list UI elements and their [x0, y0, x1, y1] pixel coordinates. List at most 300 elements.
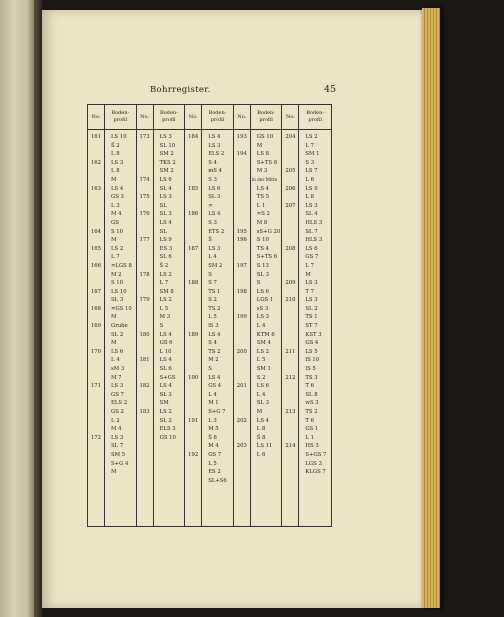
bore-number [185, 477, 201, 486]
bore-number: 170 [90, 348, 102, 355]
soil-profile-entry: SL 8 [305, 391, 318, 398]
bore-number [234, 159, 250, 168]
soil-profile-entry: ES 3 [159, 245, 173, 252]
bore-number [88, 279, 104, 288]
soil-profile-entry: L 8 [305, 194, 314, 201]
soil-profile-entry: LS 6 [305, 245, 318, 252]
bore-number: 214 [285, 443, 296, 450]
bore-number [185, 460, 201, 469]
bore-number-list [234, 130, 250, 526]
soil-profile-entry: GS 6 [159, 340, 173, 347]
bore-number [234, 434, 250, 443]
soil-profile-entry: L 4 [208, 254, 217, 261]
bore-number [137, 279, 153, 288]
bore-number [137, 150, 153, 159]
bore-number [137, 348, 153, 357]
bore-number [282, 391, 298, 400]
bohrregister-table [87, 104, 332, 527]
soil-profile-entry: LS 4 [208, 211, 221, 218]
soil-profile-entry: SL 2 [159, 417, 172, 424]
soil-profile-entry: S 3 [208, 219, 217, 226]
bore-number [137, 374, 153, 383]
bore-number [88, 253, 104, 262]
soil-profile-entry: L 4 [256, 323, 266, 330]
soil-profile-entry: LGS 1 [256, 297, 274, 304]
soil-profile-entry: GS 7 [111, 391, 124, 398]
soil-profile-entry: LS 3 [208, 142, 221, 149]
soil-profile-entry: L 3 [111, 202, 120, 209]
soil-profile-entry: LS 2 [159, 409, 172, 415]
soil-profile-entry: SM 4 [256, 340, 271, 347]
bore-number [137, 288, 153, 297]
bore-number [282, 219, 298, 228]
bore-number [88, 210, 104, 219]
soil-profile-entry: L 8 [111, 168, 120, 175]
soil-profile-entry: S̈ 8 [256, 434, 266, 441]
soil-profile-entry: M 4 [111, 211, 122, 218]
bore-number [185, 339, 201, 348]
bore-number [185, 313, 201, 322]
soil-profile-entry: SM 5 [111, 451, 126, 458]
soil-profile-entry: S+GS [159, 374, 176, 381]
bore-number [282, 305, 298, 314]
bore-number [185, 271, 201, 280]
soil-profile-entry: lS 3 [208, 323, 219, 330]
bore-number [282, 288, 298, 297]
header-bodenprofil: Boden- profil [111, 110, 130, 123]
bore-number [137, 339, 153, 348]
bore-number: 204 [285, 134, 296, 140]
soil-profile-entry: S 4 [208, 159, 217, 166]
bore-number: 200 [236, 348, 247, 355]
bore-number [234, 219, 250, 228]
bore-number [185, 288, 201, 297]
soil-profile-entry: M 2 [111, 271, 122, 278]
bore-number [185, 159, 201, 168]
soil-profile-entry: LS 4 [111, 185, 124, 192]
bore-number [234, 451, 250, 460]
bore-number [185, 150, 201, 159]
soil-profile-entry: LS 2 [159, 297, 172, 304]
bore-number [234, 365, 250, 374]
soil-profile-entry: L 2 [111, 417, 120, 424]
soil-profile-entry: ELS 3 [159, 426, 176, 433]
bore-number: 209 [285, 280, 296, 287]
bore-number: 166 [90, 262, 102, 269]
soil-profile-entry: L 5 [159, 305, 169, 312]
bore-number [88, 150, 104, 159]
soil-profile-entry: S 10 [111, 228, 124, 235]
bore-number: 197 [236, 262, 247, 269]
header-bodenprofil: Boden- profil [257, 110, 275, 123]
soil-profile-entry: LS 10 [111, 288, 127, 295]
bore-number [137, 228, 153, 237]
soil-profile-entry: L 7 [305, 262, 314, 269]
bore-number [282, 271, 298, 280]
bore-number [185, 468, 201, 477]
bore-number [282, 331, 298, 340]
header-no: No. [185, 105, 202, 129]
header-no: No. [234, 105, 251, 129]
bore-number: 207 [285, 202, 296, 209]
soil-profile-entry: GS 4 [305, 340, 319, 347]
soil-profile-entry: LS 2 [111, 245, 124, 252]
bore-number [282, 425, 298, 434]
bore-number [88, 408, 104, 417]
soil-profile-entry: SL 3 [256, 271, 269, 278]
bore-number [185, 322, 201, 331]
register-column [137, 105, 186, 526]
soil-profile-entry: GS 7 [305, 254, 319, 261]
bore-number: 196 [236, 237, 247, 244]
bore-number: 212 [285, 374, 296, 381]
soil-profile-entry: S+GS 7 [305, 451, 327, 458]
bore-number [137, 202, 153, 211]
soil-profile-entry: L 4 [208, 391, 217, 398]
bore-number: 172 [90, 434, 102, 441]
soil-profile-entry: M 3 [159, 314, 171, 321]
bore-number: 205 [285, 168, 296, 175]
soil-profile-entry: SL 6 [159, 254, 172, 261]
bore-number [185, 202, 201, 211]
soil-profile-entry: SL 7 [305, 228, 318, 235]
bore-number [234, 142, 250, 151]
header-bodenprofil: Boden- profil [160, 110, 178, 123]
bore-number: 193 [236, 134, 247, 140]
soil-profile-entry: L 7 [111, 254, 120, 261]
soil-profile-entry: S [256, 280, 261, 287]
bore-number [88, 202, 104, 211]
soil-profile-entry: LS 2 [159, 271, 172, 278]
column-header [185, 105, 233, 130]
bore-number: 168 [90, 305, 102, 312]
bore-number [234, 202, 250, 211]
soil-profile-entry: SM 8 [159, 288, 174, 295]
bore-number [282, 253, 298, 262]
bore-number [234, 193, 250, 202]
bore-number: 179 [139, 297, 150, 304]
soil-profile-entry: L 5 [208, 460, 217, 467]
soil-profile-entry: SL 6 [159, 366, 172, 373]
bore-number [185, 425, 201, 434]
bore-number [185, 305, 201, 314]
soil-profile-entry: M 4 [111, 426, 122, 433]
bore-number [185, 219, 201, 228]
column-header [234, 105, 282, 130]
soil-profile-entry: S+TS 6 [256, 254, 278, 261]
soil-profile-entry: S+TS 8 [256, 159, 278, 166]
bore-number [137, 391, 153, 400]
soil-profile-entry: LS 6 [111, 348, 124, 355]
bore-number: 171 [90, 383, 102, 390]
register-column [185, 105, 234, 526]
soil-profile-entry: GS 7 [208, 451, 222, 458]
soil-profile-entry: TS 2 [208, 305, 221, 312]
soil-profile-entry: SL 3 [159, 391, 172, 398]
soil-profile-entry: SM 1 [305, 151, 320, 158]
bore-number: 177 [139, 237, 150, 244]
soil-profile-entry: LS 2 [305, 134, 318, 140]
soil-profile-entry: T 7 [305, 288, 314, 295]
header-no: No. [88, 105, 105, 129]
bore-number: 181 [139, 357, 150, 364]
soil-profile-list [153, 130, 185, 526]
bore-number [234, 245, 250, 254]
bore-number: 192 [188, 451, 199, 458]
bore-number [282, 468, 298, 477]
soil-profile-entry: L 1 [256, 202, 266, 209]
bore-number [282, 365, 298, 374]
soil-profile-entry: T 6 [305, 417, 314, 424]
soil-profile-entry: LS 3 [159, 194, 172, 201]
bore-number [185, 365, 201, 374]
bore-number [88, 142, 104, 151]
bore-number: 175 [139, 194, 150, 201]
soil-profile-entry: ≍LGS 8 [111, 262, 132, 269]
header-no: No. [282, 105, 299, 129]
bore-number [282, 322, 298, 331]
soil-profile-entry: M 7 [111, 374, 122, 381]
soil-profile-entry: T 6 [305, 383, 314, 390]
soil-profile-entry: mS 4 [208, 168, 222, 175]
soil-profile-entry: S [208, 271, 212, 278]
bore-number [234, 408, 250, 417]
soil-profile-entry: in der Mitte [251, 176, 278, 182]
soil-profile-entry: S+G 4 [111, 460, 129, 467]
bore-number: 186 [188, 211, 199, 218]
column-body [282, 130, 331, 526]
bore-number: 187 [188, 245, 199, 252]
header-no: No. [137, 105, 154, 129]
soil-profile-entry: GS 10 [159, 434, 176, 441]
bore-number-list [282, 130, 298, 526]
bore-number [88, 219, 104, 228]
soil-profile-entry: SM 2 [159, 151, 174, 158]
soil-profile-entry: M [111, 340, 117, 347]
bore-number: 202 [236, 417, 247, 424]
soil-profile-entry: SM 2 [159, 168, 174, 175]
soil-profile-entry: M [305, 271, 311, 278]
soil-profile-entry: S̈ 2 [111, 142, 120, 149]
soil-profile-entry: M [111, 176, 117, 183]
soil-profile-entry: SL 2 [111, 331, 124, 338]
soil-profile-entry: S [159, 323, 164, 330]
bore-number [234, 391, 250, 400]
bore-number [185, 382, 201, 391]
bore-number [282, 210, 298, 219]
bore-number [282, 150, 298, 159]
soil-profile-entry: SL 3 [256, 400, 269, 407]
bore-number [88, 399, 104, 408]
soil-profile-entry: LS 3 [305, 202, 318, 209]
soil-profile-entry: S 10 [111, 280, 124, 287]
bore-number: 173 [139, 134, 150, 140]
register-column [234, 105, 283, 526]
bore-number [88, 468, 104, 477]
header-bodenprofil: Boden- profil [306, 110, 325, 123]
bore-number [185, 399, 201, 408]
soil-profile-list [201, 130, 233, 526]
soil-profile-entry: SL 3 [159, 211, 172, 218]
bore-number [137, 313, 153, 322]
bore-number [282, 451, 298, 460]
soil-profile-entry: S [208, 366, 212, 373]
soil-profile-entry: L 8 [256, 426, 266, 433]
soil-profile-entry: S 2 [256, 374, 266, 381]
bore-number: 203 [236, 443, 247, 450]
bore-number [234, 339, 250, 348]
bore-number [185, 434, 201, 443]
soil-profile-entry: SL 10 [159, 142, 176, 149]
soil-profile-entry: ELS 2 [208, 151, 225, 158]
bore-number [88, 425, 104, 434]
soil-profile-entry: LS 3 [111, 159, 124, 166]
bore-number [234, 271, 250, 280]
soil-profile-entry: LS 3 [305, 297, 318, 304]
soil-profile-entry: M 8 [256, 219, 268, 226]
bore-number [88, 193, 104, 202]
soil-profile-entry: LS 4 [208, 331, 221, 338]
bore-number [234, 253, 250, 262]
soil-profile-entry: LS 10 [111, 134, 127, 140]
gilt-page-edges [422, 8, 440, 608]
running-title: Bohrregister. [150, 85, 211, 95]
bore-number [137, 365, 153, 374]
column-header [88, 105, 136, 130]
book-gutter [34, 0, 42, 617]
bore-number [185, 442, 201, 451]
bore-number [282, 399, 298, 408]
bore-number [282, 339, 298, 348]
soil-profile-entry: M [111, 469, 117, 476]
soil-profile-entry: ≍S 2 [256, 211, 270, 218]
soil-profile-entry: S̈ 2 [159, 262, 169, 269]
soil-profile-entry: S 7 [208, 280, 217, 287]
column-header [137, 105, 185, 130]
bore-number [88, 167, 104, 176]
bore-number: 183 [139, 409, 150, 415]
soil-profile-entry: L 6 [305, 176, 314, 183]
bore-number [88, 313, 104, 322]
soil-profile-entry: L 6 [256, 451, 266, 458]
soil-profile-entry: L 1 [305, 434, 314, 441]
soil-profile-entry: ≍ [208, 202, 213, 209]
bore-number: 165 [90, 245, 102, 252]
soil-profile-entry: Grube [111, 323, 128, 330]
soil-profile-entry: HS 3 [305, 443, 319, 450]
bore-number: 208 [285, 245, 296, 252]
soil-profile-entry: L 8 [111, 151, 120, 158]
facing-page-edge [0, 0, 34, 617]
bore-number-list [137, 130, 153, 526]
column-body [234, 130, 282, 526]
bore-number [88, 365, 104, 374]
soil-profile-entry: ES 2 [208, 469, 221, 476]
bore-number [137, 399, 153, 408]
bore-number: 206 [285, 185, 296, 192]
soil-profile-entry: M 4 [208, 443, 219, 450]
bore-number [88, 339, 104, 348]
soil-profile-entry: LS 11 [256, 443, 273, 450]
bore-number: 176 [139, 211, 150, 218]
bore-number [137, 322, 153, 331]
bore-number [282, 313, 298, 322]
bore-number: 190 [188, 374, 199, 381]
soil-profile-entry: lS 5 [305, 366, 316, 373]
soil-profile-entry: S 2 [208, 297, 217, 304]
soil-profile-entry: TS 5 [256, 194, 270, 201]
bore-number [185, 167, 201, 176]
soil-profile-entry: ST 7 [305, 323, 318, 330]
soil-profile-entry: TS 1 [208, 288, 221, 295]
soil-profile-entry: M 2 [208, 357, 219, 364]
bore-number [88, 391, 104, 400]
register-column [282, 105, 331, 526]
bore-number: 178 [139, 271, 150, 278]
bore-number [88, 374, 104, 383]
soil-profile-entry: LS 4 [159, 383, 172, 390]
bore-number: 188 [188, 280, 199, 287]
soil-profile-entry: LS 3 [256, 314, 269, 321]
bore-number [282, 176, 298, 185]
bore-number: 167 [90, 288, 102, 295]
soil-profile-entry: LS 3 [208, 245, 221, 252]
soil-profile-entry: GS [111, 219, 119, 226]
soil-profile-entry: LS 7 [305, 168, 318, 175]
bore-number [282, 193, 298, 202]
soil-profile-entry: LS 8 [256, 151, 269, 158]
soil-profile-entry: ≍GS 10 [111, 305, 132, 312]
bore-number: 210 [285, 297, 296, 304]
soil-profile-entry: lS 10 [305, 357, 320, 364]
soil-profile-entry: S 13 [256, 262, 269, 269]
bore-number [234, 176, 250, 185]
bore-number [282, 434, 298, 443]
soil-profile-entry: M 5 [208, 426, 219, 433]
bore-number [234, 374, 250, 383]
bore-number [88, 460, 104, 469]
bore-number [282, 142, 298, 151]
soil-profile-entry: LS 3 [159, 134, 172, 140]
bore-number [137, 245, 153, 254]
soil-profile-entry: SL+S6 [208, 477, 227, 484]
soil-profile-entry: L 4 [111, 357, 120, 364]
soil-profile-entry: sS+G 20 [256, 228, 281, 235]
soil-profile-entry: S 3 [305, 159, 315, 166]
bore-number: 161 [90, 134, 102, 140]
soil-profile-entry: L 3 [208, 417, 217, 424]
bore-number: 201 [236, 383, 247, 390]
bore-number [88, 356, 104, 365]
bore-number [234, 185, 250, 194]
soil-profile-entry: GS 2 [111, 409, 124, 415]
soil-profile-entry: wS 3 [305, 400, 319, 407]
soil-profile-entry: GS 10 [256, 134, 274, 140]
soil-profile-entry: KST 3 [305, 331, 322, 338]
bore-number [185, 356, 201, 365]
soil-profile-entry: SL [159, 228, 167, 235]
soil-profile-entry: M [111, 237, 117, 244]
bore-number: 185 [188, 185, 199, 192]
soil-profile-entry: sS 3 [256, 305, 269, 312]
soil-profile-entry: LS 4 [256, 417, 269, 424]
soil-profile-entry: TKS 2 [159, 159, 176, 166]
soil-profile-entry: S 3 [208, 176, 217, 183]
soil-profile-list [104, 130, 136, 526]
bore-number [185, 408, 201, 417]
bore-number [234, 322, 250, 331]
bore-number [282, 228, 298, 237]
